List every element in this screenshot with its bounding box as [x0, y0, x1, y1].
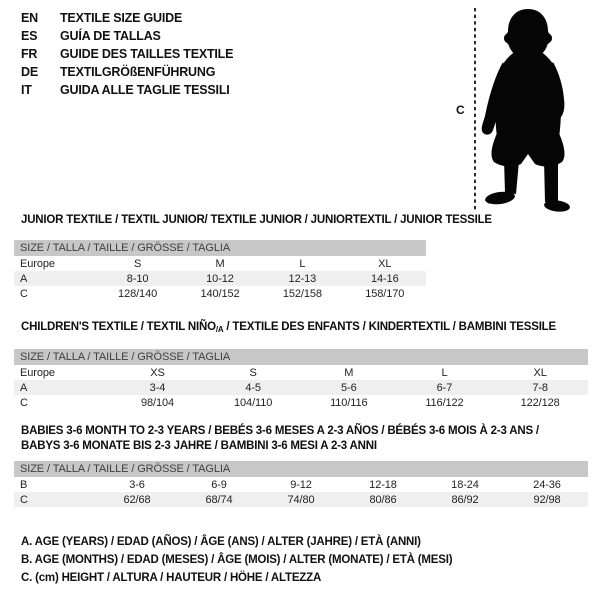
- region-label: Europe: [20, 257, 55, 270]
- toddler-silhouette: [468, 4, 598, 216]
- size-cell: 116/122: [425, 396, 464, 409]
- size-cell: 74/80: [287, 493, 315, 506]
- columns-row: [14, 256, 426, 271]
- column-header: L: [441, 366, 448, 379]
- footnote-age-years: A. AGE (YEARS) / EDAD (AÑOS) / ÂGE (ANS) / ALTER (JAHRE) / ETÀ (ANNI): [21, 536, 421, 548]
- row-label: B: [20, 478, 28, 491]
- column-header: L: [299, 257, 306, 270]
- junior-textile-section: [14, 214, 492, 301]
- region-label: Europe: [20, 366, 55, 379]
- size-cell: 6-7: [436, 381, 453, 394]
- column-header: M: [344, 366, 354, 379]
- size-cell: 110/116: [330, 396, 368, 409]
- row-label: C: [20, 396, 28, 409]
- table-row: [14, 492, 588, 507]
- guide-title-de: TEXTILGRÖßENFÜHRUNG: [60, 65, 216, 79]
- table-row: [14, 286, 426, 301]
- column-header: XL: [533, 366, 547, 379]
- column-header: M: [215, 257, 225, 270]
- size-header-bar: SIZE / TALLA / TAILLE / GRÖSSE / TAGLIA: [14, 349, 588, 365]
- size-cell: 3-4: [149, 381, 166, 394]
- guide-title-it: GUIDA ALLE TAGLIE TESSILI: [60, 83, 230, 97]
- size-cell: 122/128: [520, 396, 560, 409]
- size-cell: 14-16: [370, 272, 399, 285]
- size-cell: 24-36: [533, 478, 561, 491]
- size-cell: 158/170: [365, 287, 405, 300]
- lang-row-fr: [21, 45, 233, 63]
- babies-table-title: [21, 424, 588, 454]
- lang-row-es: [21, 27, 233, 45]
- size-cell: 10-12: [206, 272, 234, 285]
- column-header: S: [249, 366, 257, 379]
- column-header: XL: [378, 257, 392, 270]
- footnote-height-cm: C. (cm) HEIGHT / ALTURA / HAUTEUR / HÖHE / ALTEZZA: [21, 572, 322, 584]
- lang-code: FR: [21, 47, 38, 61]
- size-header-row: [14, 461, 588, 477]
- lang-code: IT: [21, 83, 32, 97]
- size-cell: 12-18: [369, 478, 397, 491]
- size-cell: 6-9: [211, 478, 227, 491]
- children-textile-section: [14, 321, 588, 410]
- language-title-list: [21, 9, 233, 99]
- legend-footnotes: [21, 533, 452, 587]
- babies-textile-section: [14, 424, 588, 507]
- lang-row-de: [21, 63, 233, 81]
- size-cell: 7-8: [532, 381, 548, 394]
- guide-title-fr: GUIDE DES TAILLES TEXTILE: [60, 47, 234, 61]
- row-label: C: [20, 287, 28, 300]
- row-label: A: [20, 381, 28, 394]
- table-row: [14, 380, 588, 395]
- lang-code: ES: [21, 29, 38, 43]
- table-row: [14, 271, 426, 286]
- size-header-row: [14, 240, 426, 256]
- babies-title-line2: BABYS 3-6 MONATE BIS 2-3 JAHRE / BAMBINI 3-6 MESI A 2-3 ANNI: [21, 440, 377, 452]
- size-cell: 3-6: [129, 478, 145, 491]
- size-cell: 4-5: [245, 381, 261, 394]
- size-cell: 80/86: [369, 493, 397, 506]
- title-part: / TEXTILE DES ENFANTS / KINDERTEXTIL / BAMBINI TESSILE: [223, 321, 556, 333]
- guide-title-es: GUÍA DE TALLAS: [60, 29, 161, 43]
- size-cell: 140/152: [200, 287, 240, 300]
- toddler-figure: [452, 2, 600, 220]
- lang-code: EN: [21, 11, 38, 25]
- junior-table-title: JUNIOR TEXTILE / TEXTIL JUNIOR/ TEXTILE JUNIOR / JUNIORTEXTIL / JUNIOR TESSILE: [21, 214, 492, 226]
- row-label: C: [20, 493, 28, 506]
- title-subscript: /A: [215, 325, 224, 334]
- children-table-title: [21, 321, 588, 336]
- size-header-bar: SIZE / TALLA / TAILLE / GRÖSSE / TAGLIA: [14, 240, 426, 256]
- babies-title-line1: BABIES 3-6 MONTH TO 2-3 YEARS / BEBÉS 3-6 MESES A 2-3 AÑOS / BÉBÉS 3-6 MOIS À 2-3 ANS /: [21, 425, 539, 437]
- footnote-age-months: B. AGE (MONTHS) / EDAD (MESES) / ÂGE (MOIS) / ALTER (MONATE) / ETÀ (MESI): [21, 554, 453, 566]
- size-header-bar: SIZE / TALLA / TAILLE / GRÖSSE / TAGLIA: [14, 461, 588, 477]
- size-cell: 92/98: [533, 493, 561, 506]
- size-cell: 9-12: [290, 478, 312, 491]
- table-row: [14, 477, 588, 492]
- size-cell: 68/74: [205, 493, 233, 506]
- babies-size-table: [14, 461, 588, 507]
- children-size-table: [14, 349, 588, 410]
- height-measure-label: C: [456, 103, 465, 117]
- lang-code: DE: [21, 65, 38, 79]
- size-cell: 128/140: [118, 287, 158, 300]
- size-cell: 86/92: [451, 493, 479, 506]
- columns-row: [14, 365, 588, 380]
- column-header: S: [133, 257, 142, 270]
- size-cell: 62/68: [123, 493, 151, 506]
- size-cell: 104/110: [234, 396, 273, 409]
- size-header-row: [14, 349, 588, 365]
- size-cell: 152/158: [282, 287, 322, 300]
- size-cell: 5-6: [340, 381, 357, 394]
- size-cell: 18-24: [451, 478, 479, 491]
- size-cell: 12-13: [288, 272, 317, 285]
- junior-size-table: [14, 240, 426, 301]
- title-part: CHILDREN'S TEXTILE / TEXTIL NIÑO: [21, 321, 216, 333]
- lang-row-it: [21, 81, 233, 99]
- size-cell: 8-10: [126, 272, 149, 285]
- row-label: A: [20, 272, 28, 285]
- table-row: [14, 395, 588, 410]
- column-header: XS: [150, 366, 165, 379]
- size-cell: 98/104: [140, 396, 174, 409]
- guide-title-en: TEXTILE SIZE GUIDE: [60, 11, 183, 25]
- lang-row-en: [21, 9, 233, 27]
